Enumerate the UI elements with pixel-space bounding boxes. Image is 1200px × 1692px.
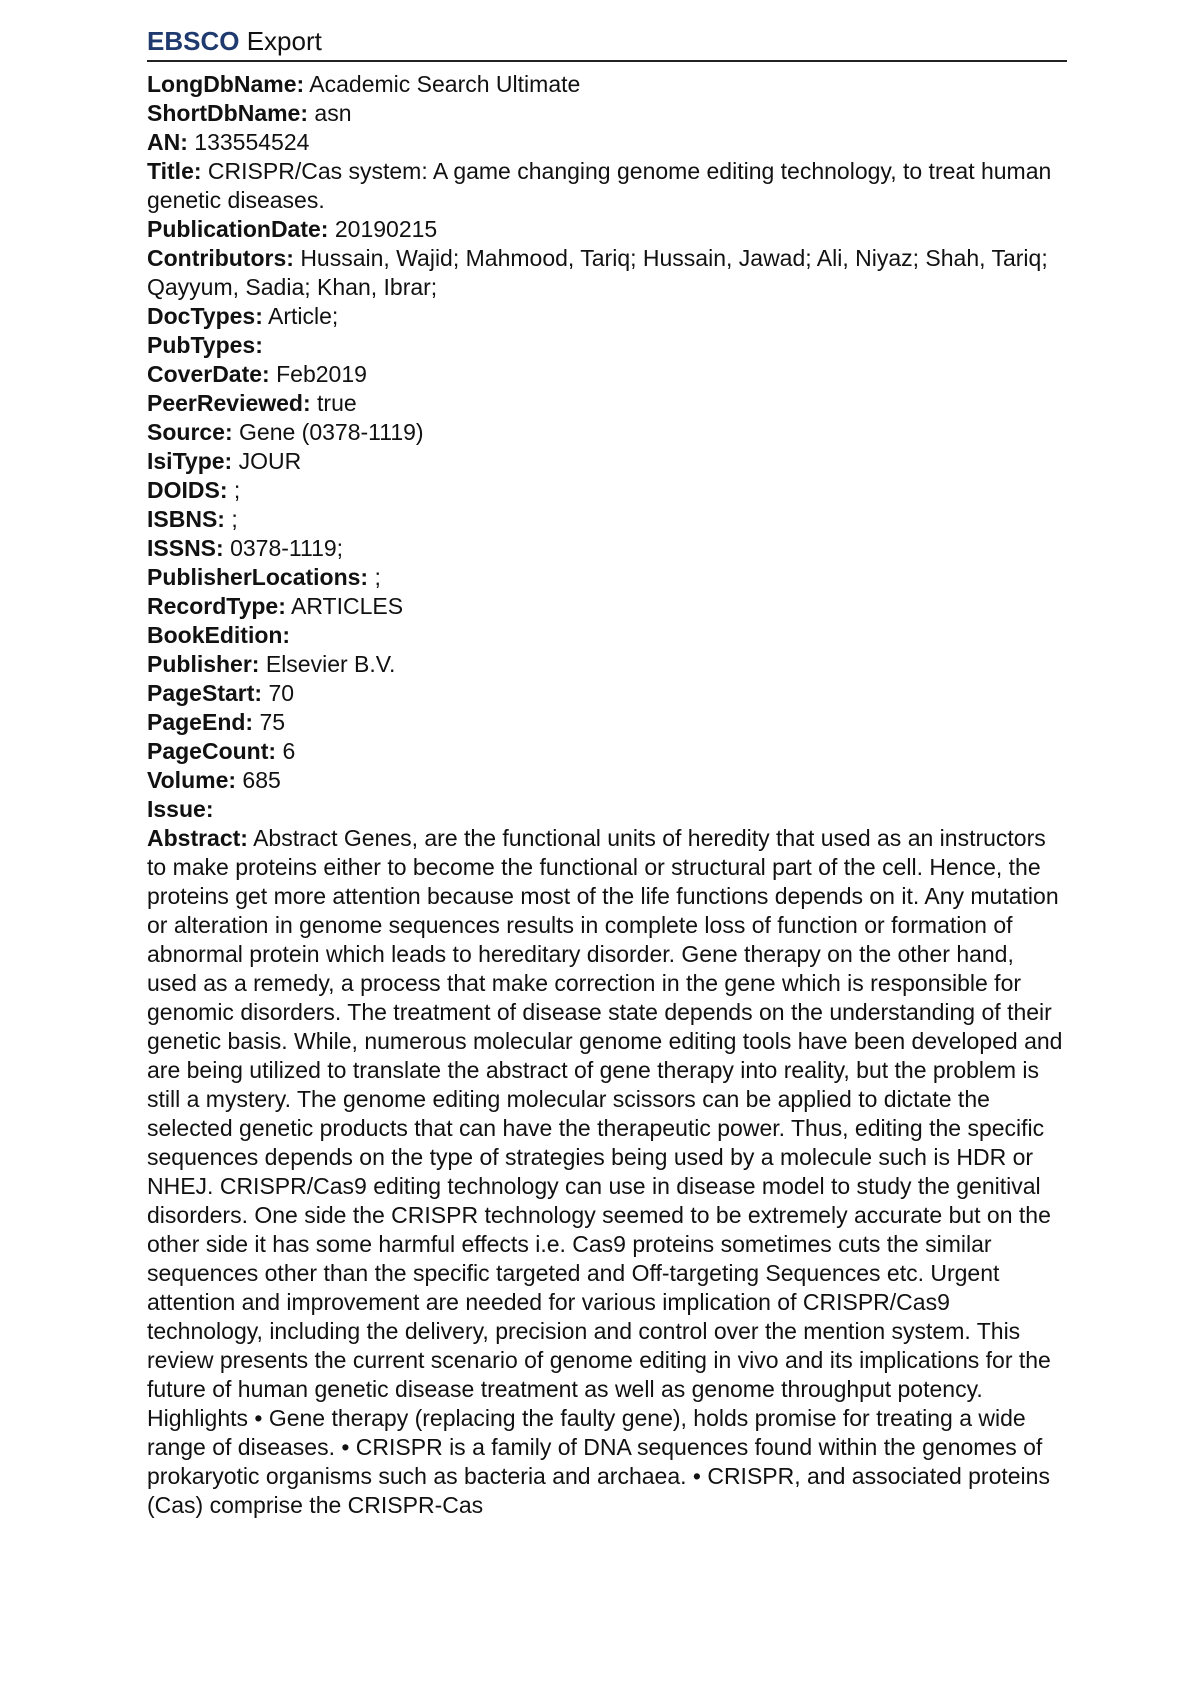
field-issue	[147, 795, 1067, 824]
field-record-type	[147, 592, 1067, 621]
field-label: BookEdition:	[147, 622, 291, 648]
field-label: ShortDbName:	[147, 100, 309, 126]
field-value: Gene (0378-1119)	[239, 419, 424, 445]
field-abstract	[147, 824, 1067, 1520]
field-isi-type	[147, 447, 1067, 476]
document-page	[147, 24, 1067, 1520]
field-label: AN:	[147, 129, 188, 155]
record-fields	[147, 70, 1067, 1520]
field-cover-date	[147, 360, 1067, 389]
field-value: JOUR	[238, 448, 302, 474]
field-isbns	[147, 505, 1067, 534]
field-value: ;	[231, 506, 238, 532]
field-source	[147, 418, 1067, 447]
field-value: Article;	[268, 303, 339, 329]
field-long-db-name	[147, 70, 1067, 99]
field-value: 133554524	[194, 129, 310, 155]
document-header	[147, 24, 1067, 62]
field-value: 20190215	[334, 216, 438, 242]
ebsco-brand: EBSCO	[147, 26, 240, 56]
field-page-count	[147, 737, 1067, 766]
field-label: Contributors:	[147, 245, 294, 271]
field-pub-types	[147, 331, 1067, 360]
field-label: RecordType:	[147, 593, 286, 619]
field-label: ISSNS:	[147, 535, 224, 561]
field-doc-types	[147, 302, 1067, 331]
field-label: IsiType:	[147, 448, 233, 474]
field-label: Source:	[147, 419, 233, 445]
field-value: ARTICLES	[291, 593, 404, 619]
field-publication-date	[147, 215, 1067, 244]
field-book-edition	[147, 621, 1067, 650]
field-label: Publisher:	[147, 651, 260, 677]
field-contributors	[147, 244, 1067, 302]
field-label: Issue:	[147, 796, 214, 822]
field-value: CRISPR/Cas system: A game changing genome editing technology, to treat human genetic diseases.	[147, 158, 1052, 213]
field-label: CoverDate:	[147, 361, 270, 387]
field-publisher	[147, 650, 1067, 679]
export-label: Export	[246, 26, 322, 56]
field-an	[147, 128, 1067, 157]
field-label: PeerReviewed:	[147, 390, 311, 416]
field-label: Title:	[147, 158, 202, 184]
field-label: PubTypes:	[147, 332, 263, 358]
field-issns	[147, 534, 1067, 563]
field-label: PageEnd:	[147, 709, 254, 735]
field-value: ;	[233, 477, 241, 503]
field-label: PageCount:	[147, 738, 277, 764]
field-label: Abstract:	[147, 825, 248, 851]
field-label: LongDbName:	[147, 71, 305, 97]
field-value: 0378-1119;	[230, 535, 344, 561]
field-short-db-name	[147, 99, 1067, 128]
field-value: Hussain, Wajid; Mahmood, Tariq; Hussain, Jawad; Ali, Niyaz; Shah, Tariq; Qayyum, Sadia; Khan, Ibrar;	[147, 245, 1048, 300]
field-value: asn	[314, 100, 352, 126]
field-label: DOIDS:	[147, 477, 228, 503]
field-publisher-locations	[147, 563, 1067, 592]
field-title	[147, 157, 1067, 215]
abstract-text: Abstract Genes, are the functional units of heredity that used as an instructors to make proteins either to become the functional or structural part of the cell. Hence, the proteins get more attention because most of the life functions depends on it. Any mutation or alteration in genome sequences results in complete loss of function or formation of abnormal protein which leads to hereditary disorder. Gene therapy on the other hand, used as a remedy, a process that make correction in the gene which is responsible for genomic disorders. The treatment of disease state depends on the understanding of their genetic basis. While, numerous molecular genome editing tools have been developed and are being utilized to translate the abstract of gene therapy into reality, but the problem is still a mystery. The genome editing molecular scissors can be applied to dictate the selected genetic products that can have the therapeutic power. Thus, editing the specific sequences depends on the type of strategies being used by a molecule such is HDR or NHEJ. CRISPR/Cas9 editing technology can use in disease model to study the genitival disorders. One side the CRISPR technology seemed to be extremely accurate but on the other side it has some harmful effects i.e. Cas9 proteins sometimes cuts the similar sequences other than the specific targeted and Off-targeting Sequences etc. Urgent attention and improvement are needed for various implication of CRISPR/Cas9 technology, including the delivery, precision and control over the mention system. This review presents the current scenario of genome editing in vivo and its implications for the future of human genetic disease treatment as well as genome throughput potency. Highlights • Gene therapy (replacing the faulty gene), holds promise for treating a wide range of diseases. • CRISPR is a family of DNA sequences found within the genomes of prokaryotic organisms such as bacteria and archaea. • CRISPR, and associated proteins (Cas) comprise the CRISPR-Cas	[147, 825, 1063, 1518]
field-doids	[147, 476, 1067, 505]
field-volume	[147, 766, 1067, 795]
field-value: Academic Search Ultimate	[309, 71, 581, 97]
field-label: PublicationDate:	[147, 216, 329, 242]
field-value: 75	[259, 709, 286, 735]
field-label: ISBNS:	[147, 506, 225, 532]
field-page-start	[147, 679, 1067, 708]
field-peer-reviewed	[147, 389, 1067, 418]
field-label: Volume:	[147, 767, 237, 793]
field-value: ;	[374, 564, 381, 590]
field-value: Feb2019	[276, 361, 367, 387]
field-page-end	[147, 708, 1067, 737]
field-label: DocTypes:	[147, 303, 263, 329]
field-label: PublisherLocations:	[147, 564, 369, 590]
field-value: true	[317, 390, 357, 416]
field-value: 70	[268, 680, 295, 706]
field-value: 6	[282, 738, 296, 764]
field-label: PageStart:	[147, 680, 263, 706]
field-value: Elsevier B.V.	[265, 651, 396, 677]
field-value: 685	[242, 767, 281, 793]
